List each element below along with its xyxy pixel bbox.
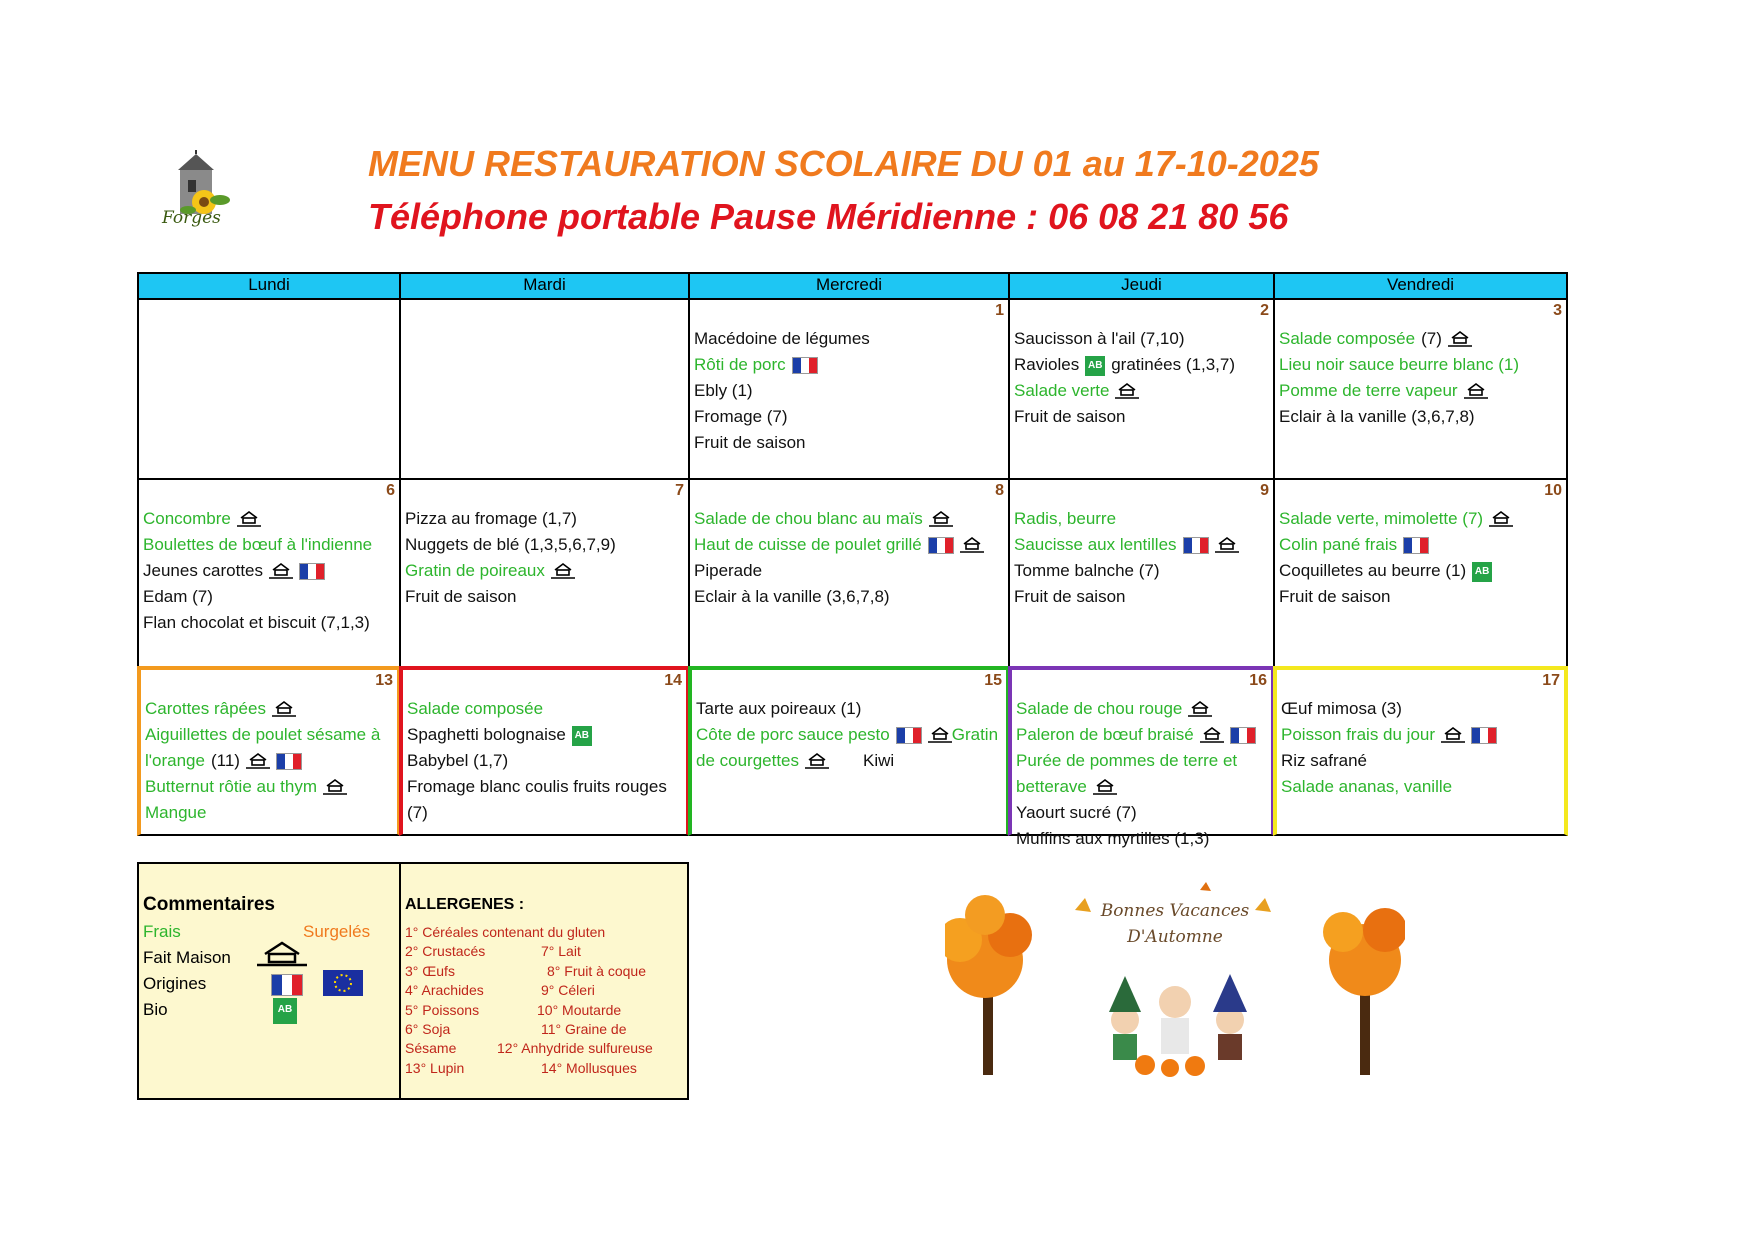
france-flag-icon [792, 357, 818, 374]
menu-item: Yaourt sucré (7) [1016, 803, 1137, 822]
allergens-box [399, 862, 689, 1100]
legend-box [137, 862, 401, 1100]
menu-item: Fromage blanc coulis fruits rouges [407, 777, 667, 796]
france-flag-icon [1403, 537, 1429, 554]
menu-item: Coquilletes au beurre (1) AB [1279, 558, 1562, 584]
menu-item: Jeunes carottes [143, 558, 395, 584]
day-number: 17 [1542, 672, 1560, 689]
house-icon [272, 700, 296, 720]
menu-cell [1008, 298, 1275, 480]
bio-icon: AB [273, 998, 297, 1024]
allergen-item: Sésame [405, 1040, 457, 1057]
day-number: 3 [1553, 302, 1562, 319]
menu-item: l'orange (11) [145, 748, 393, 774]
menu-item: Lieu noir sauce beurre blanc (1) [1279, 355, 1520, 374]
menu-item: Colin pané frais [1279, 532, 1562, 558]
legend-origines: Origines [143, 974, 207, 993]
menu-cell [1273, 298, 1568, 480]
house-icon [960, 536, 984, 556]
menu-item: Ravioles AB gratinées (1,3,7) [1014, 355, 1235, 374]
day-number: 7 [675, 482, 684, 499]
menu-item: Ebly (1) [694, 381, 753, 400]
allergen-item: 5° Poissons [405, 1001, 480, 1018]
france-flag-icon [1230, 727, 1256, 744]
menu-cell [399, 478, 690, 668]
house-icon [928, 726, 952, 746]
menu-cell [137, 478, 401, 668]
menu-item: Butternut rôtie au thym [145, 774, 393, 800]
menu-item: Fruit de saison [694, 433, 806, 452]
legend-title: Commentaires [143, 894, 275, 915]
menu-item: Mangue [145, 803, 207, 822]
day-number: 6 [386, 482, 395, 499]
menu-item: Rôti de porc [694, 352, 1004, 378]
day-header-lundi: Lundi [137, 272, 401, 300]
allergen-item: 9° Céleri [541, 982, 595, 999]
allergen-item: 6° Soja [405, 1021, 451, 1037]
house-icon [805, 752, 829, 772]
menu-item: Côte de porc sauce pesto Gratin [696, 725, 999, 744]
menu-item: Nuggets de blé (1,3,5,6,7,9) [405, 535, 616, 554]
autumn-illustration [945, 880, 1405, 1085]
menu-item: Radis, beurre [1014, 509, 1117, 528]
day-number: 8 [995, 482, 1004, 499]
menu-cell [1273, 666, 1568, 836]
menu-item: Paleron de bœuf braisé [1016, 722, 1267, 748]
france-flag-icon [1183, 537, 1209, 554]
menu-item: Babybel (1,7) [407, 751, 509, 770]
legend-frais: Frais [143, 922, 181, 941]
menu-cell [137, 666, 401, 836]
house-icon [246, 752, 270, 772]
menu-cell [137, 298, 401, 480]
menu-item: Concombre [143, 506, 395, 532]
menu-item: Salade de chou rouge [1016, 696, 1267, 722]
menu-cell [688, 666, 1010, 836]
allergen-item: 11° Graine de [541, 1021, 627, 1037]
menu-item: (7) [407, 803, 428, 822]
house-icon [1215, 536, 1239, 556]
house-icon [1093, 778, 1117, 798]
allergen-item: 1° Céréales contenant du gluten [405, 924, 606, 940]
bio-icon: AB [572, 726, 592, 746]
logo-text: Forges [162, 208, 221, 228]
menu-cell [1008, 666, 1275, 848]
menu-item: Saucisson à l'ail (7,10) [1014, 329, 1185, 348]
allergen-item: 12° Anhydride sulfureuse [497, 1040, 653, 1057]
menu-item: Piperade [694, 561, 763, 580]
day-header-mercredi: Mercredi [688, 272, 1010, 300]
menu-item: Aiguillettes de poulet sésame à [145, 725, 381, 744]
menu-item: Edam (7) [143, 587, 213, 606]
menu-item: Salade verte, mimolette (7) [1279, 506, 1562, 532]
day-number: 16 [1249, 672, 1267, 689]
allergen-item: 4° Arachides [405, 982, 484, 999]
menu-item: Riz safrané [1281, 751, 1367, 770]
menu-cell [399, 666, 690, 836]
day-header-jeudi: Jeudi [1008, 272, 1275, 300]
menu-item: Haut de cuisse de poulet grillé [694, 532, 1004, 558]
menu-item: Muffins aux myrtilles (1,3) [1016, 829, 1210, 848]
art-line1: Bonnes Vacances [1100, 901, 1250, 921]
menu-cell [688, 478, 1010, 668]
menu-item: betterave [1016, 774, 1267, 800]
legend-fait-maison: Fait Maison [143, 948, 231, 967]
menu-item: Tarte aux poireaux (1) [696, 699, 862, 718]
menu-item: Œuf mimosa (3) [1281, 699, 1402, 718]
allergen-item: 14° Mollusques [541, 1059, 637, 1076]
allergen-item: 2° Crustacés [405, 943, 486, 960]
house-icon [929, 510, 953, 530]
menu-item: Salade verte [1014, 378, 1269, 404]
france-flag-icon [928, 537, 954, 554]
house-icon [1188, 700, 1212, 720]
menu-cell [1008, 478, 1275, 668]
menu-item: Gratin de poireaux [405, 558, 684, 584]
allergens-title: ALLERGENES : [405, 896, 525, 913]
house-icon [323, 778, 347, 798]
menu-item: Purée de pommes de terre et [1016, 751, 1238, 770]
day-number: 1 [995, 302, 1004, 319]
allergen-item: 13° Lupin [405, 1059, 465, 1076]
menu-item: Tomme balnche (7) [1014, 561, 1160, 580]
day-number: 13 [375, 672, 393, 689]
house-icon [269, 562, 293, 582]
day-number: 10 [1544, 482, 1562, 499]
france-flag-icon [896, 727, 922, 744]
menu-cell [688, 298, 1010, 480]
house-icon [551, 562, 575, 582]
menu-cell [1273, 478, 1568, 668]
allergen-item: 8° Fruit à coque [547, 962, 646, 979]
menu-item: Fruit de saison [1014, 587, 1126, 606]
menu-item: Poisson frais du jour [1281, 722, 1560, 748]
menu-item: Salade composée [407, 699, 544, 718]
france-flag-icon [271, 974, 303, 996]
house-icon [1489, 510, 1513, 530]
menu-item: Carottes râpées [145, 696, 393, 722]
menu-item: Boulettes de bœuf à l'indienne [143, 535, 373, 554]
allergen-item: 3° Œufs [405, 962, 455, 979]
house-icon [257, 940, 307, 972]
menu-item: Eclair à la vanille (3,6,7,8) [694, 587, 890, 606]
menu-item: Saucisse aux lentilles [1014, 532, 1269, 558]
legend-surgeles: Surgelés [303, 922, 371, 941]
allergen-item: 10° Moutarde [537, 1001, 622, 1018]
france-flag-icon [1471, 727, 1497, 744]
menu-item: Flan chocolat et biscuit (7,1,3) [143, 613, 370, 632]
france-flag-icon [276, 753, 302, 770]
house-icon [1464, 382, 1488, 402]
day-number: 2 [1260, 302, 1269, 319]
allergen-item: 7° Lait [541, 943, 581, 960]
menu-item: de courgettes Kiwi [696, 751, 895, 770]
day-number: 14 [664, 672, 682, 689]
menu-item: Fruit de saison [1014, 407, 1126, 426]
menu-item: Salade composée (7) [1279, 326, 1562, 352]
page-subtitle: Téléphone portable Pause Méridienne : 06 08 21 80 56 [368, 196, 1289, 237]
house-icon [1200, 726, 1224, 746]
menu-item: Fruit de saison [1279, 587, 1391, 606]
page-title: MENU RESTAURATION SCOLAIRE DU 01 au 17-10-2025 [368, 143, 1319, 184]
menu-cell [399, 298, 690, 480]
menu-item: Pomme de terre vapeur [1279, 378, 1562, 404]
menu-item: Eclair à la vanille (3,6,7,8) [1279, 407, 1475, 426]
eu-flag-icon [323, 970, 363, 996]
day-header-vendredi: Vendredi [1273, 272, 1568, 300]
france-flag-icon [299, 563, 325, 580]
bio-icon: AB [1085, 356, 1105, 376]
menu-item: Spaghetti bolognaise AB [407, 722, 682, 748]
house-icon [1115, 382, 1139, 402]
house-icon [237, 510, 261, 530]
day-number: 15 [984, 672, 1002, 689]
menu-item: Salade de chou blanc au maïs [694, 506, 1004, 532]
bio-icon: AB [1472, 562, 1492, 582]
menu-item: Macédoine de légumes [694, 329, 870, 348]
day-number: 9 [1260, 482, 1269, 499]
house-icon [1441, 726, 1465, 746]
menu-item: Fruit de saison [405, 587, 517, 606]
legend-bio: Bio [143, 1000, 168, 1019]
day-header-mardi: Mardi [399, 272, 690, 300]
menu-item: Salade ananas, vanille [1281, 777, 1453, 796]
house-icon [1448, 330, 1472, 350]
art-line2: D'Automne [1127, 927, 1223, 947]
menu-item: Pizza au fromage (1,7) [405, 509, 577, 528]
menu-item: Fromage (7) [694, 407, 788, 426]
